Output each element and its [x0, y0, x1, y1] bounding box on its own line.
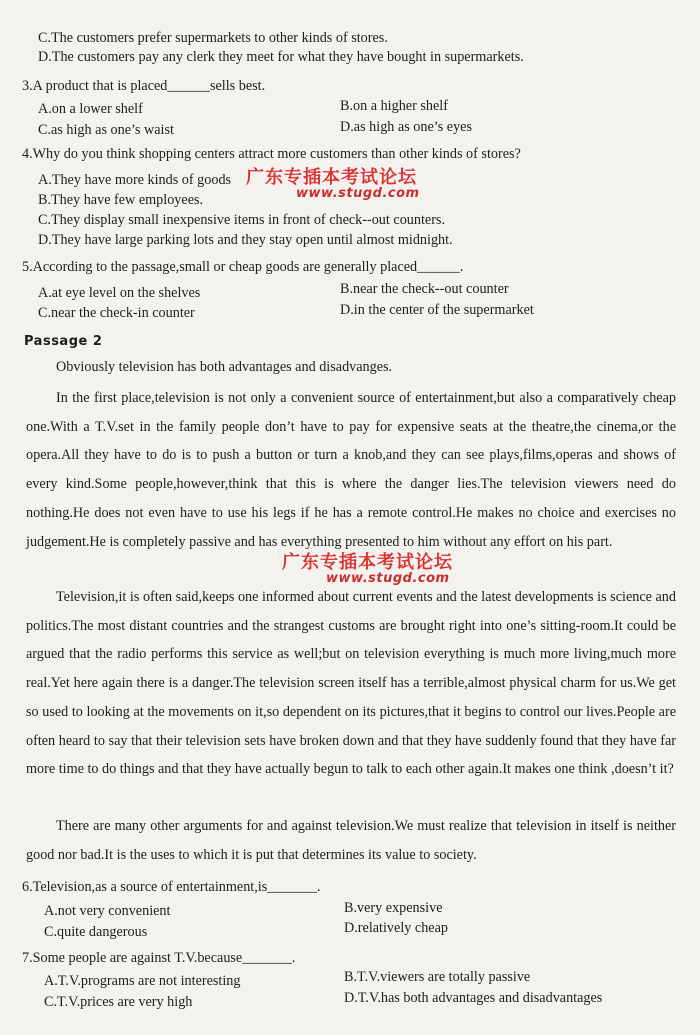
- question-7-stem: 7.Some people are against T.V.because_______.: [22, 950, 296, 966]
- q2-option-d: D.The customers pay any clerk they meet for what they have bought in supermarkets.: [38, 49, 524, 65]
- q5-option-d: D.in the center of the supermarket: [340, 302, 534, 318]
- q3-option-a: A.on a lower shelf: [38, 101, 143, 117]
- q6-option-b: B.very expensive: [344, 900, 443, 916]
- q4-option-a: A.They have more kinds of goods: [38, 172, 232, 188]
- question-6-stem: 6.Television,as a source of entertainment,is_______.: [22, 879, 321, 895]
- paragraph-3-text: Television,it is often said,keeps one informed about current events and the latest developments is science and politics.The most distant countries and the strangest customs are brought right into one’s sitting-room.It could be argued that the radio performs this service as well;but on television everything is much more living,much more real.Yet here again there is a danger.The television screen itself has a terrible,almost physical charm for us.We get so used to looking at the movements on it,so dependent on its pictures,that it begins to control our lives.People are often heard to say that their television sets have broken down and that they have suddenly found that they have far more time to do things and that they have actually begun to talk to each other again.It makes one think ,doesn’t it?: [26, 589, 676, 778]
- q5-option-b: B.near the check--out counter: [340, 281, 509, 297]
- q6-option-c: C.quite dangerous: [44, 924, 148, 940]
- watermark-url-1: www.stugd.com: [296, 186, 420, 201]
- passage-2-paragraph-2: [26, 384, 676, 556]
- watermark-chinese-2: 广东专插本考试论坛: [282, 552, 453, 573]
- watermark-url-2: www.stugd.com: [326, 571, 450, 586]
- q7-option-a: A.T.V.programs are not interesting: [44, 973, 241, 989]
- q7-option-b: B.T.V.viewers are totally passive: [344, 969, 531, 985]
- q4-option-c: C.They display small inexpensive items in front of check--out counters.: [38, 212, 446, 228]
- passage-2-heading: Passage 2: [24, 334, 103, 349]
- watermark-chinese-1: 广东专插本考试论坛: [246, 167, 417, 188]
- question-3-stem: 3.A product that is placed______sells best.: [22, 78, 266, 94]
- q5-option-c: C.near the check-in counter: [38, 305, 195, 321]
- q6-option-d: D.relatively cheap: [344, 920, 448, 936]
- paragraph-2-text: In the first place,television is not only a convenient source of entertainment,but also a comparatively cheap one.With a T.V.set in the family people don’t have to pay for expensive seats at the theatre,the cinema,or the opera.All they have to do is to push a button or turn a knob,and they can see plays,films,operas and shows of every kind.Some people,however,think that this is where the danger lies.The television viewers need do nothing.He does not even have to use his legs if he has a remote control.He makes no choice and exercises no judgement.He is completely passive and has everything presented to him without any effort on his part.: [26, 390, 676, 550]
- q2-option-c: C.The customers prefer supermarkets to other kinds of stores.: [38, 30, 388, 46]
- question-5-stem: 5.According to the passage,small or cheap goods are generally placed______.: [22, 259, 464, 275]
- passage-2-paragraph-4: [26, 812, 676, 869]
- passage-2-paragraph-1: Obviously television has both advantages and disadvanges.: [56, 359, 393, 375]
- q3-option-c: C.as high as one’s waist: [38, 122, 174, 138]
- q4-option-d: D.They have large parking lots and they stay open until almost midnight.: [38, 232, 453, 248]
- question-4-stem: 4.Why do you think shopping centers attract more customers than other kinds of stores?: [22, 146, 521, 162]
- passage-2-paragraph-3: [26, 583, 676, 784]
- q3-option-d: D.as high as one’s eyes: [340, 119, 472, 135]
- q7-option-d: D.T.V.has both advantages and disadvantages: [344, 990, 603, 1006]
- q4-option-b: B.They have few employees.: [38, 192, 204, 208]
- q5-option-a: A.at eye level on the shelves: [38, 285, 201, 301]
- q6-option-a: A.not very convenient: [44, 903, 171, 919]
- q7-option-c: C.T.V.prices are very high: [44, 994, 193, 1010]
- q3-option-b: B.on a higher shelf: [340, 98, 448, 114]
- paragraph-4-text: There are many other arguments for and against television.We must realize that television in itself is neither good nor bad.It is the uses to which it is put that determines its value to society.: [26, 818, 676, 863]
